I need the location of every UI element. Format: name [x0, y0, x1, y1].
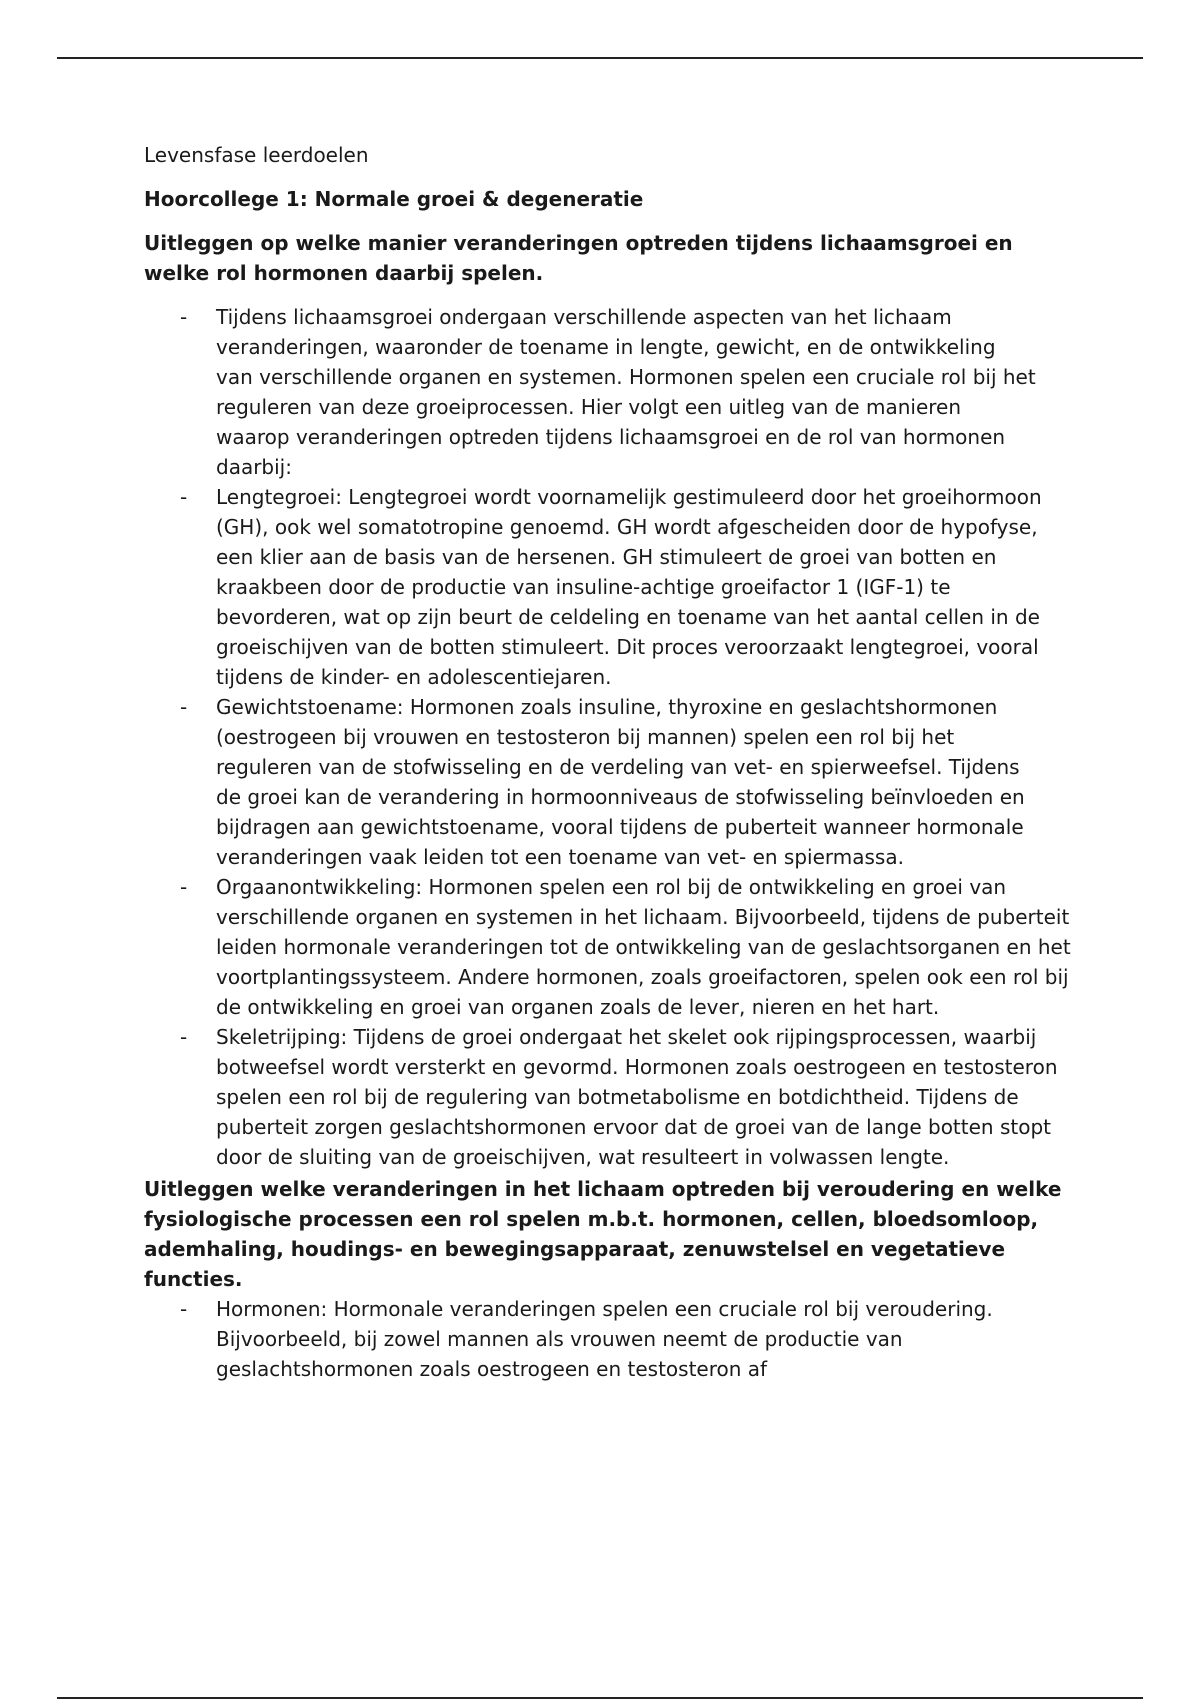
list-item [144, 1294, 1084, 1384]
footer-rule [57, 1697, 1143, 1699]
learning-goal-heading-1: Uitleggen op welke manier veranderingen optreden tijdens lichaamsgroei en welke rol hormonen daarbij spelen. [144, 231, 1013, 285]
list-item-text: Orgaanontwikkeling: Hormonen spelen een rol bij de ontwikkeling en groei van verschillende organen en systemen in het lichaam. Bijvoorbeeld, tijdens de puberteit leiden hormonale veranderingen tot de ontwikkeling van de geslachtsorganen en het voortplantingssysteem. Andere hormonen, zoals groeifactoren, spelen ook een rol bij de ontwikkeling en groei van organen zoals de lever, nieren en het hart. [216, 875, 1071, 1019]
list-item-text: Hormonen: Hormonale veranderingen spelen een cruciale rol bij veroudering. Bijvoorbeeld, bij zowel mannen als vrouwen neemt de productie van geslachtshormonen zoals oestrogeen en testosteron af [216, 1297, 993, 1381]
header-rule [57, 57, 1143, 59]
bullet-dash: - [180, 875, 188, 899]
document-title: Levensfase leerdoelen [144, 143, 369, 167]
list-item-text: Lengtegroei: Lengtegroei wordt voornamelijk gestimuleerd door het groeihormoon (GH), ook wel somatotropine genoemd. GH wordt afgescheiden door de hypofyse, een klier aan de basis van de hersenen. GH stimuleert de groei van botten en kraakbeen door de productie van insuline-achtige groeifactor 1 (IGF-1) te bevorderen, wat op zijn beurt de celdeling en toename van het aantal cellen in de groeischijven van de botten stimuleert. Dit proces veroorzaakt lengtegroei, vooral tijdens de kinder- en adolescentiejaren. [216, 485, 1042, 689]
list-item-text: Gewichtstoename: Hormonen zoals insuline, thyroxine en geslachtshormonen (oestrogeen bij vrouwen en testosteron bij mannen) spelen een rol bij het reguleren van de stofwisseling en de verdeling van vet- en spierweefsel. Tijdens de groei kan de verandering in hormoonniveaus de stofwisseling beïnvloeden en bijdragen aan gewichtstoename, vooral tijdens de puberteit wanneer hormonale veranderingen vaak leiden tot een toename van vet- en spiermassa. [216, 695, 1025, 869]
goal1-bullet-list [144, 302, 1084, 1172]
list-item-text: Skeletrijping: Tijdens de groei ondergaat het skelet ook rijpingsprocessen, waarbij botweefsel wordt versterkt en gevormd. Hormonen zoals oestrogeen en testosteron spelen een rol bij de regulering van botmetabolisme en botdichtheid. Tijdens de puberteit zorgen geslachtshormonen ervoor dat de groei van de lange botten stopt door de sluiting van de groeischijven, wat resulteert in volwassen lengte. [216, 1025, 1058, 1169]
lecture-heading: Hoorcollege 1: Normale groei & degeneratie [144, 187, 644, 211]
bullet-dash: - [180, 695, 188, 719]
list-item-text: Tijdens lichaamsgroei ondergaan verschillende aspecten van het lichaam veranderingen, waaronder de toename in lengte, gewicht, en de ontwikkeling van verschillende organen en systemen. Hormonen spelen een cruciale rol bij het reguleren van deze groeiprocessen. Hier volgt een uitleg van de manieren waarop veranderingen optreden tijdens lichaamsgroei en de rol van hormonen daarbij: [216, 305, 1036, 479]
bullet-dash: - [180, 1297, 188, 1321]
bullet-dash: - [180, 1025, 188, 1049]
bullet-dash: - [180, 305, 188, 329]
list-item [144, 872, 1084, 1022]
document-body [144, 140, 1084, 1384]
learning-goal-heading-2: Uitleggen welke veranderingen in het lichaam optreden bij veroudering en welke fysiologische processen een rol spelen m.b.t. hormonen, cellen, bloedsomloop, ademhaling, houdings- en bewegingsapparaat, zenuwstelsel en vegetatieve functies. [144, 1177, 1062, 1291]
goal2-bullet-list [144, 1294, 1084, 1384]
list-item [144, 1022, 1084, 1172]
list-item [144, 692, 1084, 872]
list-item [144, 302, 1084, 482]
bullet-dash: - [180, 485, 188, 509]
list-item [144, 482, 1084, 692]
